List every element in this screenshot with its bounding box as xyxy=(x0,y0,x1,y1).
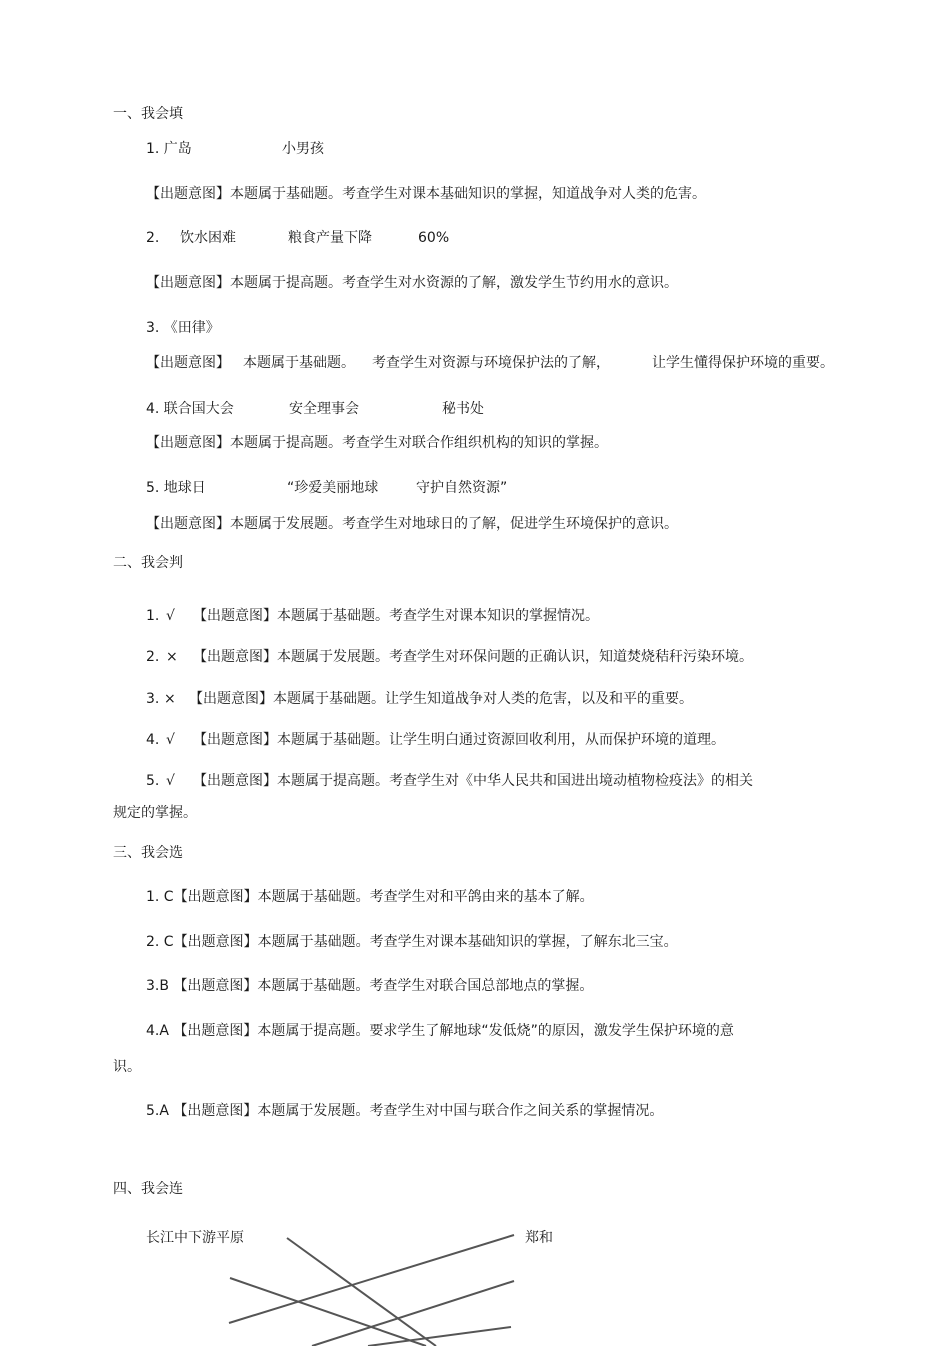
judge-item-5-continuation: 规定的掌握。 xyxy=(113,805,197,821)
matching-line-3 xyxy=(230,1278,426,1346)
section2-heading: 二、我会判 xyxy=(113,555,183,571)
q4-note: 【出题意图】本题属于提高题。考查学生对联合作组织机构的知识的掌握。 xyxy=(146,435,608,451)
choice-item-5: 5.A 【出题意图】本题属于发展题。考查学生对中国与联合作之间关系的掌握情况。 xyxy=(146,1103,664,1119)
matching-line-2 xyxy=(229,1235,514,1323)
q4-number-answer: 4. 联合国大会 xyxy=(146,401,234,417)
judge-item-3-number: 3. xyxy=(146,691,160,707)
judge-item-2-number: 2. xyxy=(146,649,160,665)
judge-item-4-mark: √ xyxy=(166,732,175,748)
q3-note-part-d: 让学生懂得保护环境的重要。 xyxy=(652,355,834,371)
judge-item-2-note: 【出题意图】本题属于发展题。考查学生对环保问题的正确认识，知道焚烧秸秆污染环境。 xyxy=(193,649,753,665)
judge-item-5-number: 5. xyxy=(146,773,160,789)
q1-note: 【出题意图】本题属于基础题。考查学生对课本基础知识的掌握，知道战争对人类的危害。 xyxy=(146,186,706,202)
q5-number-answer: 5. 地球日 xyxy=(146,480,206,496)
q2-answer-1: 饮水困难 xyxy=(180,230,236,246)
q4-answer-3: 秘书处 xyxy=(442,401,484,417)
choice-item-2: 2. C【出题意图】本题属于基础题。考查学生对课本基础知识的掌握，了解东北三宝。 xyxy=(146,934,678,950)
judge-item-5-note: 【出题意图】本题属于提高题。考查学生对《中华人民共和国进出境动植物检疫法》的相关 xyxy=(193,773,753,789)
judge-item-4-number: 4. xyxy=(146,732,160,748)
match-right-item: 郑和 xyxy=(525,1230,553,1246)
q2-number: 2. xyxy=(146,230,160,246)
matching-line-5 xyxy=(368,1327,511,1346)
q2-answer-3: 60% xyxy=(418,230,450,246)
judge-item-3-mark: × xyxy=(164,691,176,707)
choice-item-4-continuation: 识。 xyxy=(113,1059,141,1075)
judge-item-4-note: 【出题意图】本题属于基础题。让学生明白通过资源回收利用，从而保护环境的道理。 xyxy=(193,732,725,748)
judge-item-1-mark: √ xyxy=(166,608,175,624)
q3-note-part-c: 考查学生对资源与环境保护法的了解， xyxy=(372,355,610,371)
choice-item-1: 1. C【出题意图】本题属于基础题。考查学生对和平鸽由来的基本了解。 xyxy=(146,889,594,905)
choice-item-4: 4.A 【出题意图】本题属于提高题。要求学生了解地球“发低烧”的原因，激发学生保护环境的意 xyxy=(146,1023,734,1039)
q1-answer-2: 小男孩 xyxy=(282,141,324,157)
q3-note-label: 【出题意图】 xyxy=(146,355,230,371)
judge-item-1-note: 【出题意图】本题属于基础题。考查学生对课本知识的掌握情况。 xyxy=(193,608,599,624)
section3-heading: 三、我会选 xyxy=(113,845,183,861)
q5-note: 【出题意图】本题属于发展题。考查学生对地球日的了解，促进学生环境保护的意识。 xyxy=(146,516,678,532)
q2-answer-2: 粮食产量下降 xyxy=(288,230,372,246)
q1-number-answer: 1. 广岛 xyxy=(146,141,192,157)
judge-item-2-mark: × xyxy=(166,649,178,665)
q3-note-part-b: 本题属于基础题。 xyxy=(243,355,355,371)
matching-line-4 xyxy=(312,1281,514,1346)
q5-answer-2: “珍爱美丽地球 xyxy=(287,480,379,496)
q2-note: 【出题意图】本题属于提高题。考查学生对水资源的了解，激发学生节约用水的意识。 xyxy=(146,275,678,291)
q5-answer-3: 守护自然资源” xyxy=(416,480,508,496)
q3-number-answer: 3. 《田律》 xyxy=(146,320,220,336)
match-left-item: 长江中下游平原 xyxy=(146,1230,244,1246)
q4-answer-2: 安全理事会 xyxy=(289,401,359,417)
judge-item-3-note: 【出题意图】本题属于基础题。让学生知道战争对人类的危害，以及和平的重要。 xyxy=(189,691,693,707)
section1-heading: 一、我会填 xyxy=(113,106,183,122)
section4-heading: 四、我会连 xyxy=(113,1181,183,1197)
judge-item-5-mark: √ xyxy=(166,773,175,789)
choice-item-3: 3.B 【出题意图】本题属于基础题。考查学生对联合国总部地点的掌握。 xyxy=(146,978,594,994)
judge-item-1-number: 1. xyxy=(146,608,160,624)
